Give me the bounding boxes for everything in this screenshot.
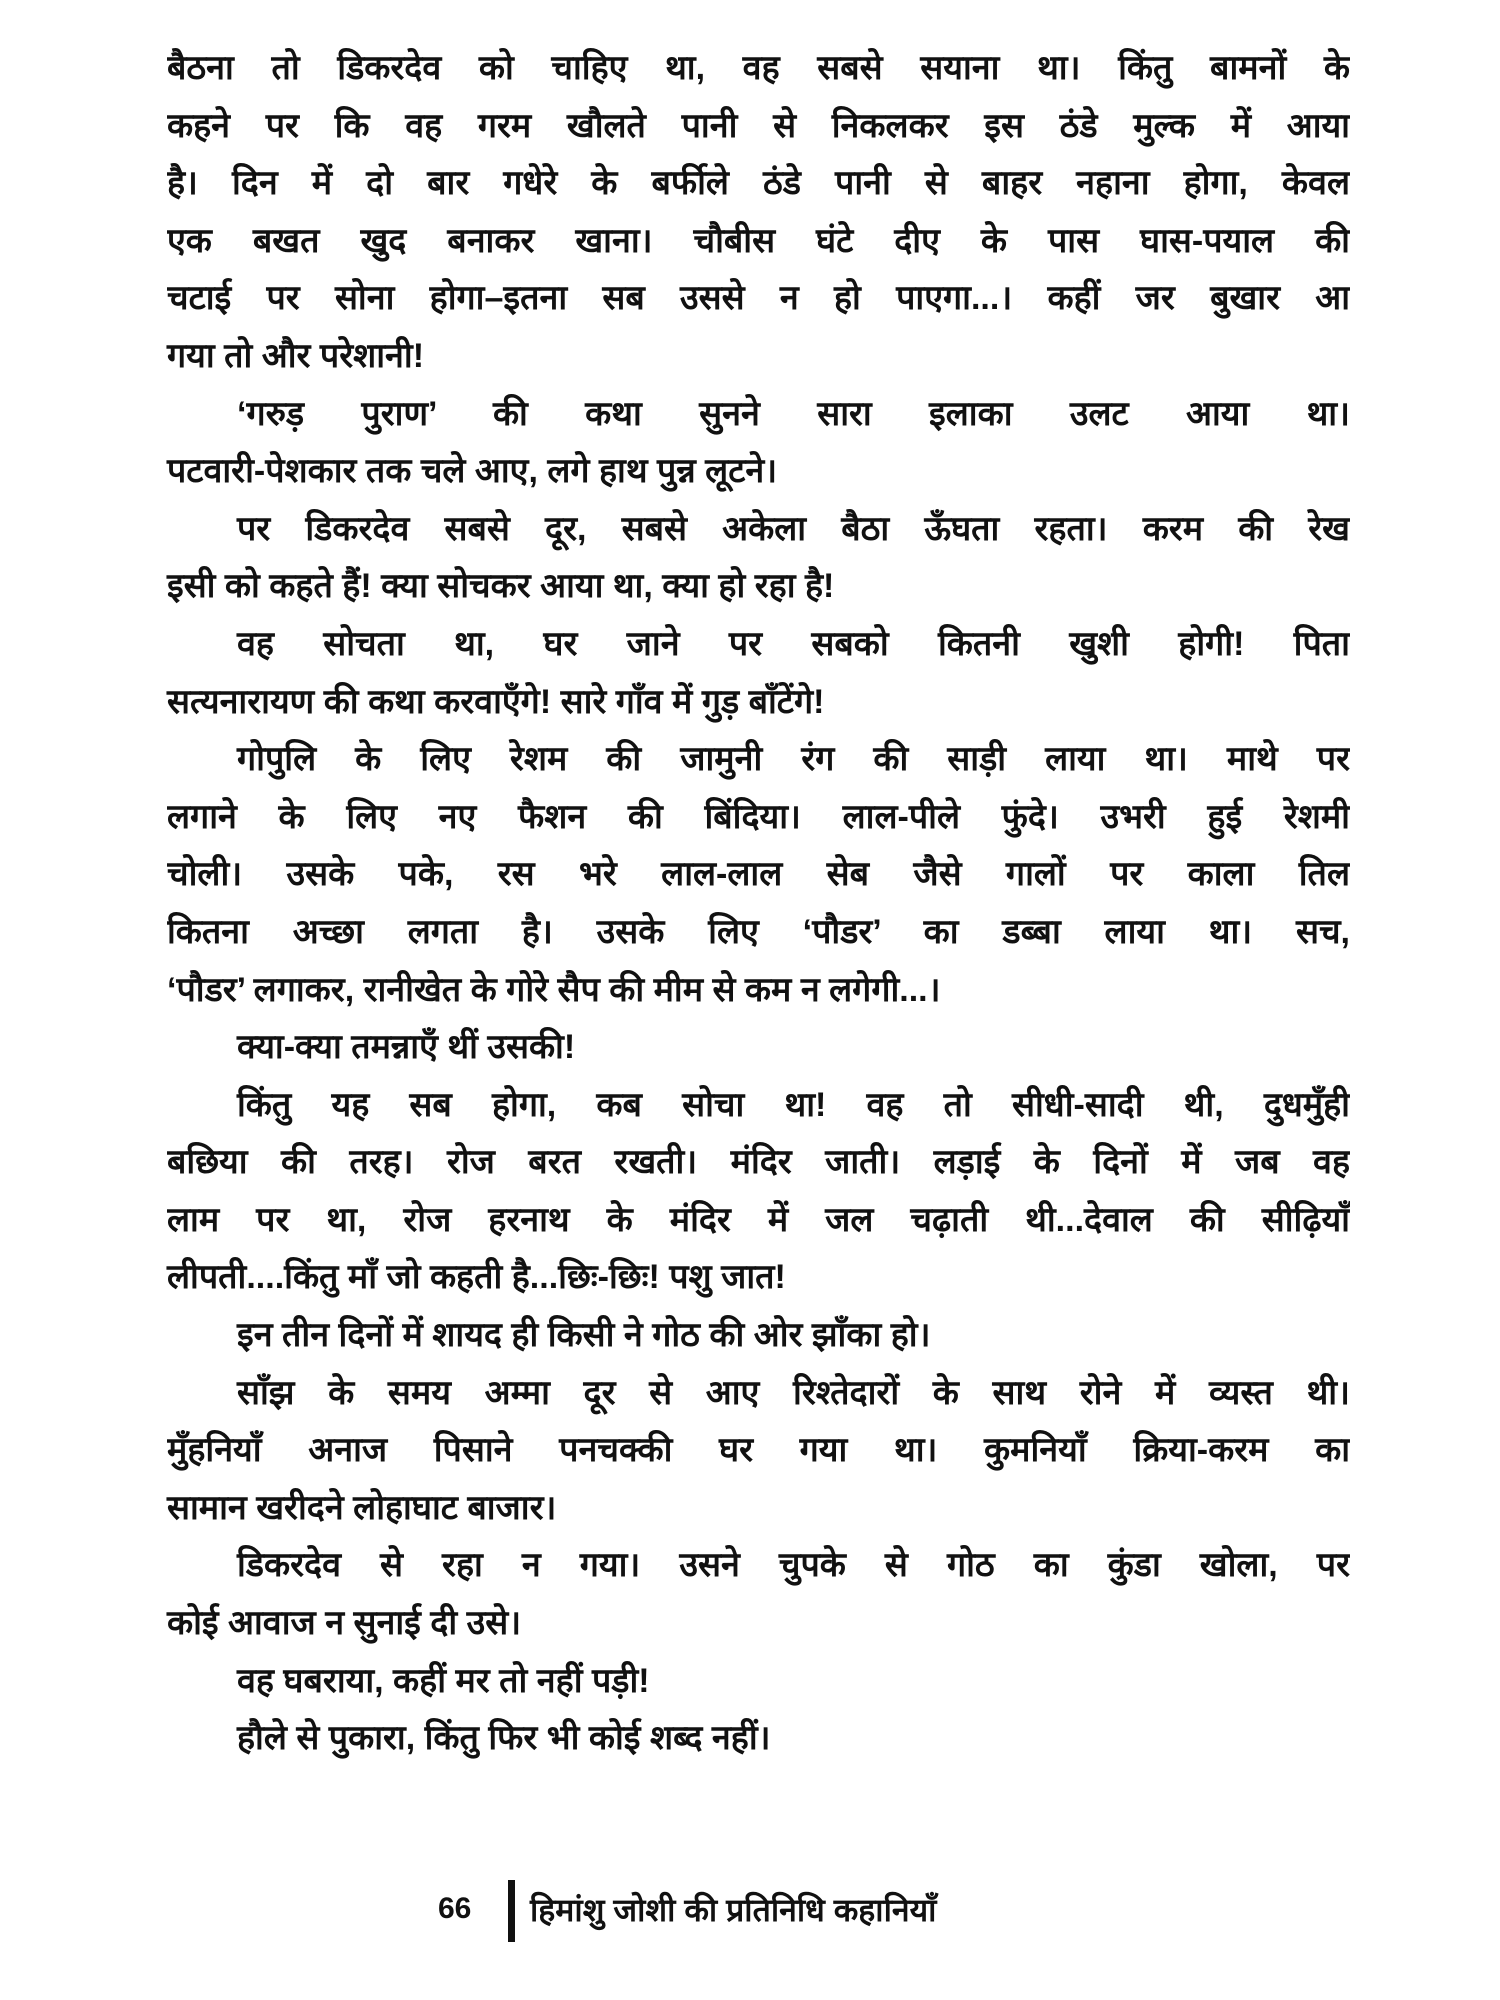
text-line: पटवारी-पेशकार तक चले आए, लगे हाथ पुन्न लूटने। (167, 452, 778, 491)
text-line: है। दिन में दो बार गधेरे के बर्फीले ठंडे पानी से बाहर नहाना होगा, केवल (167, 164, 1350, 203)
paragraph (167, 1019, 1350, 1077)
book-title: हिमांशु जोशी की प्रतिनिधि कहानियाँ (530, 1892, 937, 1928)
text-line: इन तीन दिनों में शायद ही किसी ने गोठ की ओर झाँका हो। (237, 1316, 931, 1355)
paragraph (167, 616, 1350, 731)
footer-divider (508, 1880, 515, 1942)
paragraph (167, 386, 1350, 501)
text-line: ‘पौडर’ लगाकर, रानीखेत के गोरे सैप की मीम से कम न लगेगी...। (167, 970, 941, 1009)
page-footer (0, 1880, 1500, 1950)
paragraph (167, 1307, 1350, 1365)
text-line: डिकरदेव से रहा न गया। उसने चुपके से गोठ का कुंडा खोला, पर (237, 1546, 1350, 1585)
text-line: ‘गरुड़ पुराण’ की कथा सुनने सारा इलाका उलट आया था। (237, 394, 1350, 433)
text-line: मुँहनियाँ अनाज पिसाने पनचक्की घर गया था। कुमनियाँ क्रिया-करम का (167, 1431, 1350, 1470)
paragraph (167, 1710, 1350, 1768)
text-line: कितना अच्छा लगता है। उसके लिए ‘पौडर’ का डब्बा लाया था। सच, (167, 912, 1350, 951)
paragraph (167, 501, 1350, 616)
text-line: वह घबराया, कहीं मर तो नहीं पड़ी! (237, 1661, 650, 1700)
text-line: लगाने के लिए नए फैशन की बिंदिया। लाल-पीले फुंदे। उभरी हुई रेशमी (167, 797, 1350, 836)
text-line: सत्यनारायण की कथा करवाएँगे! सारे गाँव में गुड़ बाँटेंगे! (167, 682, 825, 721)
paragraph (167, 1077, 1350, 1307)
text-line: क्या-क्या तमन्नाएँ थीं उसकी! (237, 1028, 576, 1067)
text-line: बैठना तो डिकरदेव को चाहिए था, वह सबसे सयाना था। किंतु बामनों के (167, 49, 1350, 87)
body-text (167, 40, 1350, 1768)
paragraph (167, 1653, 1350, 1711)
page-number: 66 (438, 1892, 472, 1925)
text-line: लीपती....किंतु माँ जो कहती है...छिः-छिः! पशु जात! (167, 1258, 786, 1297)
paragraph (167, 1537, 1350, 1652)
paragraph (167, 40, 1350, 386)
text-line: इसी को कहते हैं! क्या सोचकर आया था, क्या हो रहा है! (167, 567, 835, 606)
text-line: चटाई पर सोना होगा–इतना सब उससे न हो पाएगा...। कहीं जर बुखार आ (167, 279, 1350, 318)
text-line: हौले से पुकारा, किंतु फिर भी कोई शब्द नहीं। (237, 1719, 771, 1758)
text-line: गोपुलि के लिए रेशम की जामुनी रंग की साड़ी लाया था। माथे पर (237, 740, 1350, 779)
text-line: एक बखत खुद बनाकर खाना। चौबीस घंटे दीए के पास घास-पयाल की (167, 221, 1350, 260)
text-line: बछिया की तरह। रोज बरत रखती। मंदिर जाती। लड़ाई के दिनों में जब वह (167, 1143, 1350, 1182)
text-line: गया तो और परेशानी! (167, 336, 425, 375)
text-line: पर डिकरदेव सबसे दूर, सबसे अकेला बैठा ऊँघता रहता। करम की रेख (237, 509, 1350, 548)
text-line: वह सोचता था, घर जाने पर सबको कितनी खुशी होगी! पिता (237, 624, 1350, 663)
text-line: कोई आवाज न सुनाई दी उसे। (167, 1604, 522, 1643)
text-line: सामान खरीदने लोहाघाट बाजार। (167, 1488, 557, 1527)
text-line: चोली। उसके पके, रस भरे लाल-लाल सेब जैसे गालों पर काला तिल (167, 855, 1350, 894)
text-line: किंतु यह सब होगा, कब सोचा था! वह तो सीधी-सादी थी, दुधमुँही (237, 1085, 1350, 1124)
text-line: साँझ के समय अम्मा दूर से आए रिश्तेदारों के साथ रोने में व्यस्त थी। (237, 1373, 1350, 1412)
text-line: लाम पर था, रोज हरनाथ के मंदिर में जल चढ़ाती थी...देवाल की सीढ़ियाँ (167, 1200, 1350, 1239)
paragraph (167, 731, 1350, 1019)
paragraph (167, 1365, 1350, 1538)
text-line: कहने पर कि वह गरम खौलते पानी से निकलकर इस ठंडे मुल्क में आया (167, 106, 1350, 145)
